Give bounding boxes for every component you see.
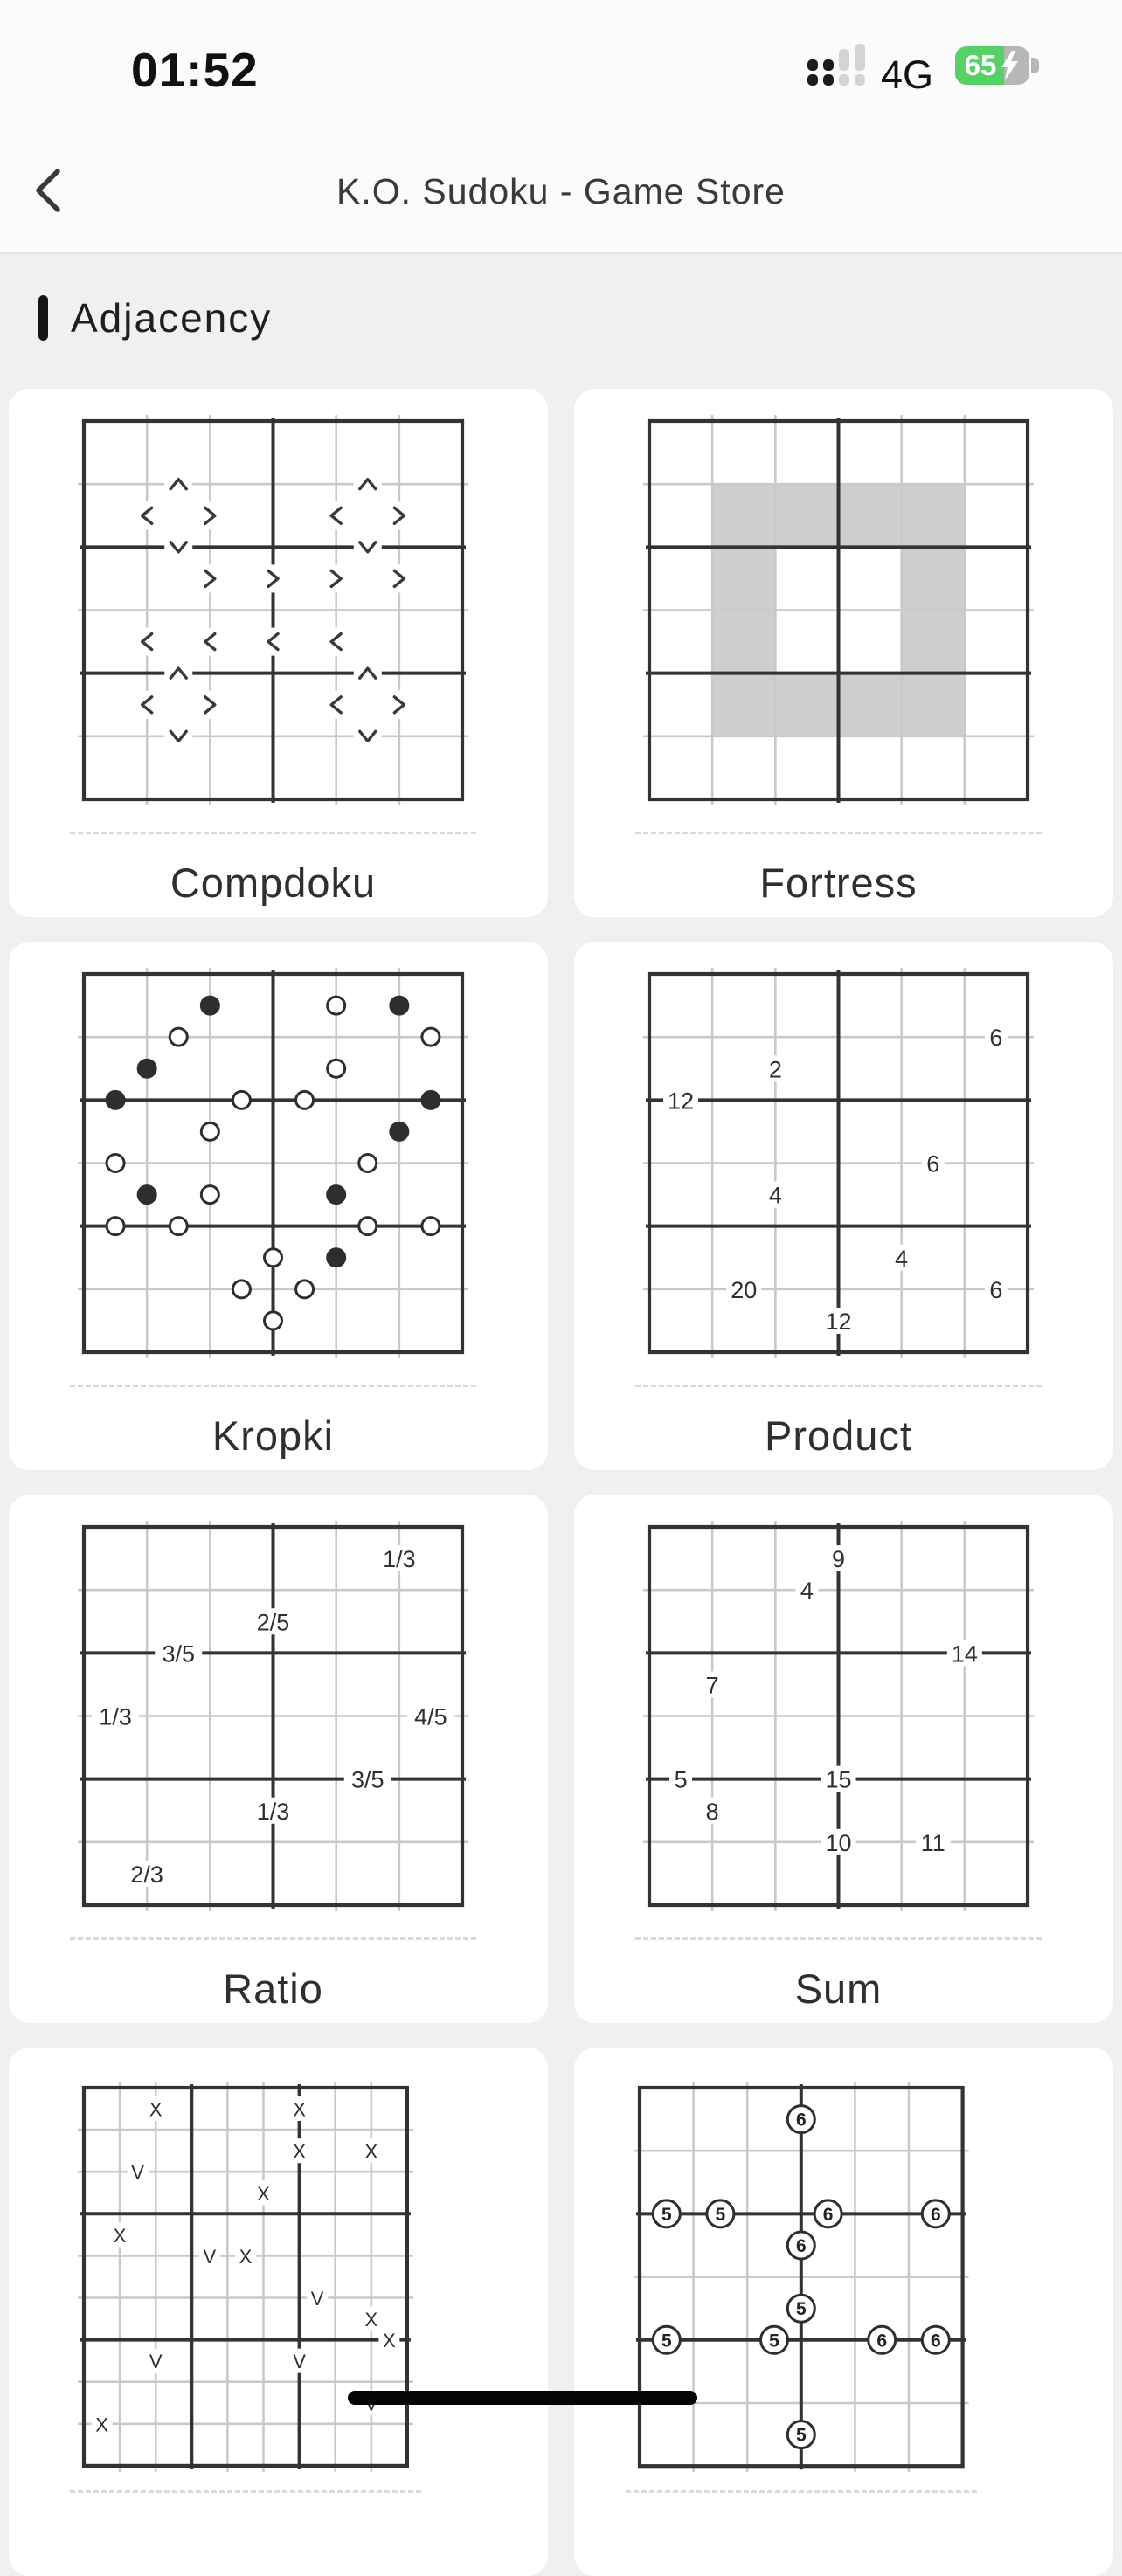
clue-text: 5 [795, 2299, 807, 2320]
shaded-cell [712, 547, 775, 610]
clue-text: V [131, 2161, 144, 2184]
sum-thumbnail [649, 1527, 1028, 1905]
kropki-black-dot [201, 997, 218, 1014]
kropki-white-dot [296, 1091, 314, 1108]
card-fortress[interactable] [574, 389, 1113, 917]
kropki-black-dot [328, 1186, 345, 1204]
status-time: 01:52 [131, 43, 259, 97]
clue-text: 4 [768, 1182, 782, 1209]
clue-text: 3/5 [350, 1766, 384, 1793]
clue-text: X [364, 2140, 378, 2163]
clue-text: 5 [674, 1766, 688, 1793]
kropki-white-dot [232, 1281, 250, 1298]
shaded-cell [902, 547, 965, 610]
shaded-cell [902, 484, 965, 547]
clue-text: 8 [705, 1798, 719, 1825]
shaded-cell [775, 673, 838, 736]
kropki-white-dot [107, 1155, 124, 1172]
clue-text: 6 [930, 2204, 941, 2225]
shaded-cell [902, 673, 965, 736]
clue-text: V [203, 2245, 217, 2268]
kropki-white-dot [107, 1218, 124, 1235]
dashed-divider [70, 1385, 476, 1387]
fortress-thumbnail [649, 421, 1028, 799]
kropki-black-dot [138, 1186, 156, 1204]
card-label: Compdoku [170, 860, 377, 906]
card-label: Product [765, 1412, 912, 1459]
kropki-white-dot [328, 1060, 345, 1077]
clue-text: 1/3 [383, 1546, 416, 1573]
dashed-divider [635, 1385, 1042, 1387]
clue-text: X [95, 2414, 108, 2436]
clue-text: V [149, 2351, 163, 2373]
ratio-thumbnail [84, 1527, 462, 1905]
clue-text: 6 [822, 2204, 834, 2225]
clue-text: 2/5 [256, 1609, 290, 1636]
clue-text: 1/3 [256, 1798, 290, 1825]
clue-text: 6 [795, 2236, 807, 2256]
clue-text: 4/5 [414, 1703, 447, 1730]
kropki-white-dot [170, 1028, 187, 1046]
clue-text: 6 [926, 1150, 940, 1178]
kropki-thumbnail [84, 974, 462, 1352]
kropki-white-dot [359, 1218, 377, 1235]
shaded-cell [712, 673, 775, 736]
clue-text: X [293, 2140, 306, 2163]
card-kropki[interactable] [9, 942, 548, 1470]
kropki-black-dot [107, 1091, 124, 1108]
clue-text: 1/3 [99, 1703, 132, 1730]
clue-text: 5 [769, 2331, 779, 2352]
kropki-white-dot [265, 1312, 282, 1329]
kropki-black-dot [138, 1060, 156, 1077]
clue-text: X [364, 2309, 378, 2331]
card-label: Kropki [211, 1412, 335, 1459]
clue-text: 5 [795, 2425, 807, 2446]
home-indicator[interactable] [348, 2391, 697, 2405]
network-type-label: 4G [881, 52, 934, 97]
clue-text: 6 [930, 2331, 941, 2352]
circles-thumbnail [640, 2088, 963, 2466]
clue-text: 4 [895, 1245, 909, 1272]
clue-text: 5 [661, 2204, 672, 2225]
shaded-cell [712, 611, 775, 673]
clue-text: 9 [831, 1546, 846, 1573]
kropki-white-dot [359, 1155, 377, 1172]
clue-text: X [257, 2182, 270, 2205]
xv-thumbnail [84, 2088, 407, 2466]
kropki-black-dot [422, 1091, 440, 1108]
card-xv[interactable] [9, 2048, 548, 2576]
clue-text: 6 [876, 2331, 888, 2352]
card-compdoku[interactable] [9, 389, 548, 917]
clue-text: 20 [731, 1276, 758, 1303]
clue-text: X [239, 2245, 253, 2268]
kropki-white-dot [422, 1218, 440, 1235]
kropki-black-dot [328, 1249, 345, 1267]
dashed-divider [635, 1937, 1042, 1940]
card-label: Sum [794, 1965, 883, 2012]
clue-text: 14 [951, 1640, 978, 1668]
card-label: Fortress [759, 860, 918, 906]
grid-border [84, 2088, 407, 2466]
shaded-cell [839, 673, 902, 736]
kropki-white-dot [422, 1028, 440, 1046]
kropki-white-dot [265, 1249, 282, 1267]
clue-text: 11 [920, 1829, 945, 1856]
clue-text: 12 [825, 1308, 852, 1335]
compdoku-thumbnail [84, 421, 462, 799]
kropki-white-dot [201, 1122, 218, 1140]
kropki-white-dot [328, 997, 345, 1014]
clue-text: 7 [705, 1672, 719, 1699]
dashed-divider [70, 2490, 421, 2493]
clue-text: V [293, 2351, 306, 2373]
clue-text: X [293, 2098, 306, 2121]
clue-text: V [310, 2288, 324, 2310]
page-title: K.O. Sudoku - Game Store [336, 171, 786, 211]
card-ratio[interactable] [9, 1495, 548, 2023]
card-product[interactable] [574, 942, 1113, 1470]
shaded-cell [839, 484, 902, 547]
clue-text: 5 [715, 2204, 726, 2225]
clue-text: 4 [800, 1578, 814, 1605]
shaded-cell [775, 484, 838, 547]
shaded-cell [712, 484, 775, 547]
kropki-white-dot [201, 1186, 218, 1204]
dashed-divider [635, 832, 1042, 834]
clue-text: 15 [825, 1766, 852, 1793]
kropki-white-dot [232, 1091, 250, 1108]
section-title: Adjacency [71, 295, 273, 341]
kropki-white-dot [296, 1281, 314, 1298]
clue-text: X [149, 2098, 163, 2121]
clue-text: 2 [768, 1056, 782, 1083]
card-circles[interactable] [574, 2048, 1113, 2576]
clue-text: 2/3 [130, 1861, 163, 1888]
shaded-cell [902, 611, 965, 673]
card-sum[interactable] [574, 1495, 1113, 2023]
product-thumbnail [649, 974, 1028, 1352]
clue-text: 6 [989, 1276, 1003, 1303]
clue-text: X [383, 2330, 396, 2352]
clue-text: 6 [795, 2110, 807, 2131]
clue-text: 6 [989, 1025, 1003, 1052]
clue-text: 12 [668, 1088, 695, 1115]
dashed-divider [626, 2490, 977, 2493]
dashed-divider [70, 1937, 476, 1940]
kropki-white-dot [170, 1218, 187, 1235]
clue-text: 5 [661, 2331, 672, 2352]
kropki-black-dot [391, 1122, 408, 1140]
battery-percent: 65 [964, 49, 997, 81]
clue-text: 3/5 [162, 1640, 196, 1668]
dashed-divider [70, 832, 476, 834]
clue-text: 10 [825, 1829, 852, 1856]
card-label: Ratio [223, 1965, 323, 2012]
clue-text: X [113, 2224, 127, 2247]
kropki-black-dot [391, 997, 408, 1014]
